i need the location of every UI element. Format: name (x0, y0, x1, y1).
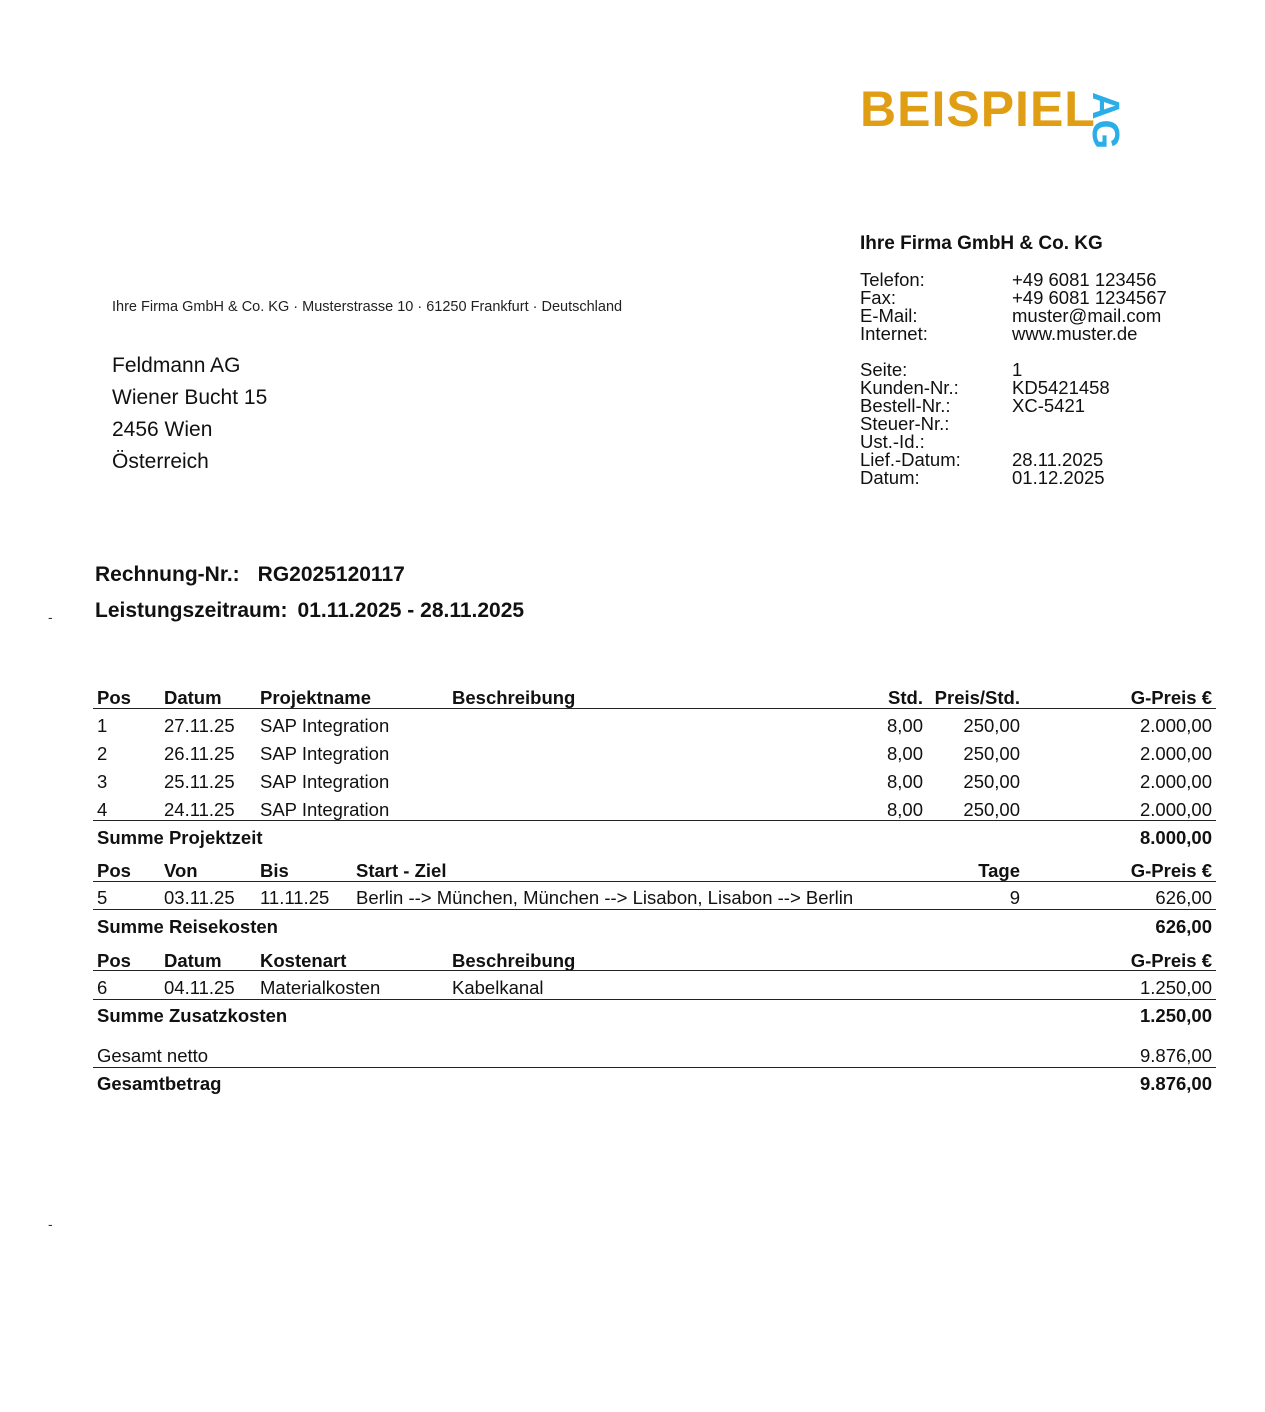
cell-bis: 11.11.25 (260, 887, 330, 908)
detail-value: 1 (1012, 359, 1023, 380)
detail-value: KD5421458 (1012, 377, 1110, 398)
cell-std: 8,00 (886, 715, 923, 736)
sum-value: 626,00 (1155, 916, 1212, 937)
table-row (93, 712, 1216, 740)
cell-pos: 4 (97, 799, 108, 820)
col-header-projektname: Projektname (260, 687, 372, 708)
contact-label: Internet: (860, 323, 928, 344)
cell-preis: 250,00 (963, 771, 1020, 792)
detail-label: Kunden-Nr.: (860, 377, 959, 398)
company-contact (860, 271, 1167, 343)
detail-value: 01.12.2025 (1012, 467, 1105, 488)
col-header-gpreis: G-Preis € (1130, 950, 1212, 971)
sum-label: Summe Projektzeit (97, 827, 263, 848)
cell-kostenart: Materialkosten (260, 977, 381, 998)
divider (93, 708, 1216, 709)
cell-von: 03.11.25 (164, 887, 235, 908)
divider (93, 1067, 1216, 1068)
cell-datum: 26.11.25 (164, 743, 235, 764)
total-value: 9.876,00 (1139, 1073, 1212, 1094)
recipient-city: 2456 Wien (112, 418, 213, 441)
col-header-pos: Pos (97, 860, 131, 881)
col-header-datum: Datum (164, 950, 222, 971)
netto-row (93, 1042, 1216, 1070)
cell-start-ziel: Berlin --> München, München --> Lisabon, Lisabon --> Berlin (356, 887, 854, 908)
cell-projekt: SAP Integration (260, 715, 390, 736)
netto-label: Gesamt netto (97, 1045, 209, 1066)
cell-pos: 5 (97, 887, 108, 908)
cell-gpreis: 2.000,00 (1139, 799, 1212, 820)
detail-value: 28.11.2025 (1012, 449, 1104, 470)
contact-label: Telefon: (860, 269, 925, 290)
cell-projekt: SAP Integration (260, 743, 390, 764)
detail-label: Steuer-Nr.: (860, 413, 950, 434)
cell-std: 8,00 (886, 799, 923, 820)
invoice-number (95, 563, 405, 587)
col-header-gpreis: G-Preis € (1130, 687, 1212, 708)
divider (93, 999, 1216, 1000)
sum-value: 8.000,00 (1139, 827, 1212, 848)
logo-ag-text: AG (1084, 92, 1126, 149)
invoice-number-label: Rechnung-Nr.: (95, 563, 240, 586)
cell-pos: 1 (97, 715, 108, 736)
divider (93, 909, 1216, 910)
col-header-beschreibung: Beschreibung (452, 950, 576, 971)
cell-datum: 04.11.25 (164, 977, 235, 998)
cell-datum: 24.11.25 (164, 799, 235, 820)
cell-tage: 9 (1009, 887, 1020, 908)
cell-pos: 2 (97, 743, 108, 764)
detail-row (860, 469, 1110, 487)
col-header-start-ziel: Start - Ziel (356, 860, 447, 881)
table-row (93, 974, 1216, 1002)
contact-label: E-Mail: (860, 305, 918, 326)
recipient-country: Österreich (112, 450, 209, 473)
cell-std: 8,00 (886, 771, 923, 792)
col-header-preis-std: Preis/Std. (934, 687, 1020, 708)
detail-value: XC-5421 (1012, 395, 1086, 416)
project-sum-row (93, 824, 1216, 852)
service-period-label: Leistungszeitraum: (95, 599, 288, 622)
total-row (93, 1070, 1216, 1098)
detail-label: Ust.-Id.: (860, 431, 925, 452)
cell-preis: 250,00 (963, 715, 1020, 736)
cell-gpreis: 1.250,00 (1139, 977, 1212, 998)
invoice-details (860, 361, 1110, 487)
cell-std: 8,00 (886, 743, 923, 764)
detail-label: Bestell-Nr.: (860, 395, 951, 416)
fold-mark: - (48, 609, 53, 625)
invoice-number-value: RG2025120117 (257, 563, 405, 586)
table-row (93, 884, 1216, 912)
contact-value: muster@mail.com (1012, 305, 1162, 326)
contact-label: Fax: (860, 287, 896, 308)
col-header-von: Von (164, 860, 198, 881)
extra-sum-row (93, 1002, 1216, 1030)
cell-gpreis: 2.000,00 (1139, 715, 1212, 736)
cell-gpreis: 2.000,00 (1139, 743, 1212, 764)
cell-preis: 250,00 (963, 743, 1020, 764)
detail-label: Datum: (860, 467, 920, 488)
sender-address-line: Ihre Firma GmbH & Co. KG · Musterstrasse 10 · 61250 Frankfurt · Deutschland (112, 299, 623, 315)
contact-row (860, 325, 1167, 343)
cell-datum: 25.11.25 (164, 771, 235, 792)
cell-datum: 27.11.25 (164, 715, 235, 736)
travel-sum-row (93, 913, 1216, 941)
cell-gpreis: 626,00 (1155, 887, 1212, 908)
recipient-name: Feldmann AG (112, 354, 241, 377)
contact-value: +49 6081 1234567 (1012, 287, 1167, 308)
contact-value: www.muster.de (1012, 323, 1138, 344)
recipient-street: Wiener Bucht 15 (112, 386, 268, 409)
detail-label: Lief.-Datum: (860, 449, 961, 470)
service-period (95, 599, 524, 623)
table-row (93, 768, 1216, 796)
sum-value: 1.250,00 (1139, 1005, 1212, 1026)
cell-pos: 3 (97, 771, 108, 792)
col-header-beschreibung: Beschreibung (452, 687, 576, 708)
sum-label: Summe Zusatzkosten (97, 1005, 288, 1026)
cell-projekt: SAP Integration (260, 771, 390, 792)
company-name: Ihre Firma GmbH & Co. KG (860, 233, 1103, 254)
divider (93, 970, 1216, 971)
col-header-pos: Pos (97, 687, 131, 708)
col-header-gpreis: G-Preis € (1130, 860, 1212, 881)
cell-gpreis: 2.000,00 (1139, 771, 1212, 792)
divider (93, 820, 1216, 821)
col-header-tage: Tage (978, 860, 1020, 881)
divider (93, 881, 1216, 882)
fold-mark: - (48, 1216, 53, 1232)
col-header-std: Std. (888, 687, 923, 708)
total-label: Gesamtbetrag (97, 1073, 222, 1094)
sum-label: Summe Reisekosten (97, 916, 278, 937)
col-header-pos: Pos (97, 950, 131, 971)
company-logo-accent (1078, 92, 1138, 168)
col-header-bis: Bis (260, 860, 289, 881)
col-header-kostenart: Kostenart (260, 950, 347, 971)
col-header-datum: Datum (164, 687, 222, 708)
contact-value: +49 6081 123456 (1012, 269, 1157, 290)
cell-preis: 250,00 (963, 799, 1020, 820)
table-row (93, 740, 1216, 768)
netto-value: 9.876,00 (1139, 1045, 1212, 1066)
company-logo: BEISPIEL (860, 81, 1096, 137)
cell-beschreibung: Kabelkanal (452, 977, 544, 998)
detail-label: Seite: (860, 359, 908, 380)
cell-projekt: SAP Integration (260, 799, 390, 820)
recipient-address (112, 350, 267, 478)
cell-pos: 6 (97, 977, 108, 998)
service-period-value: 01.11.2025 - 28.11.2025 (297, 599, 525, 622)
